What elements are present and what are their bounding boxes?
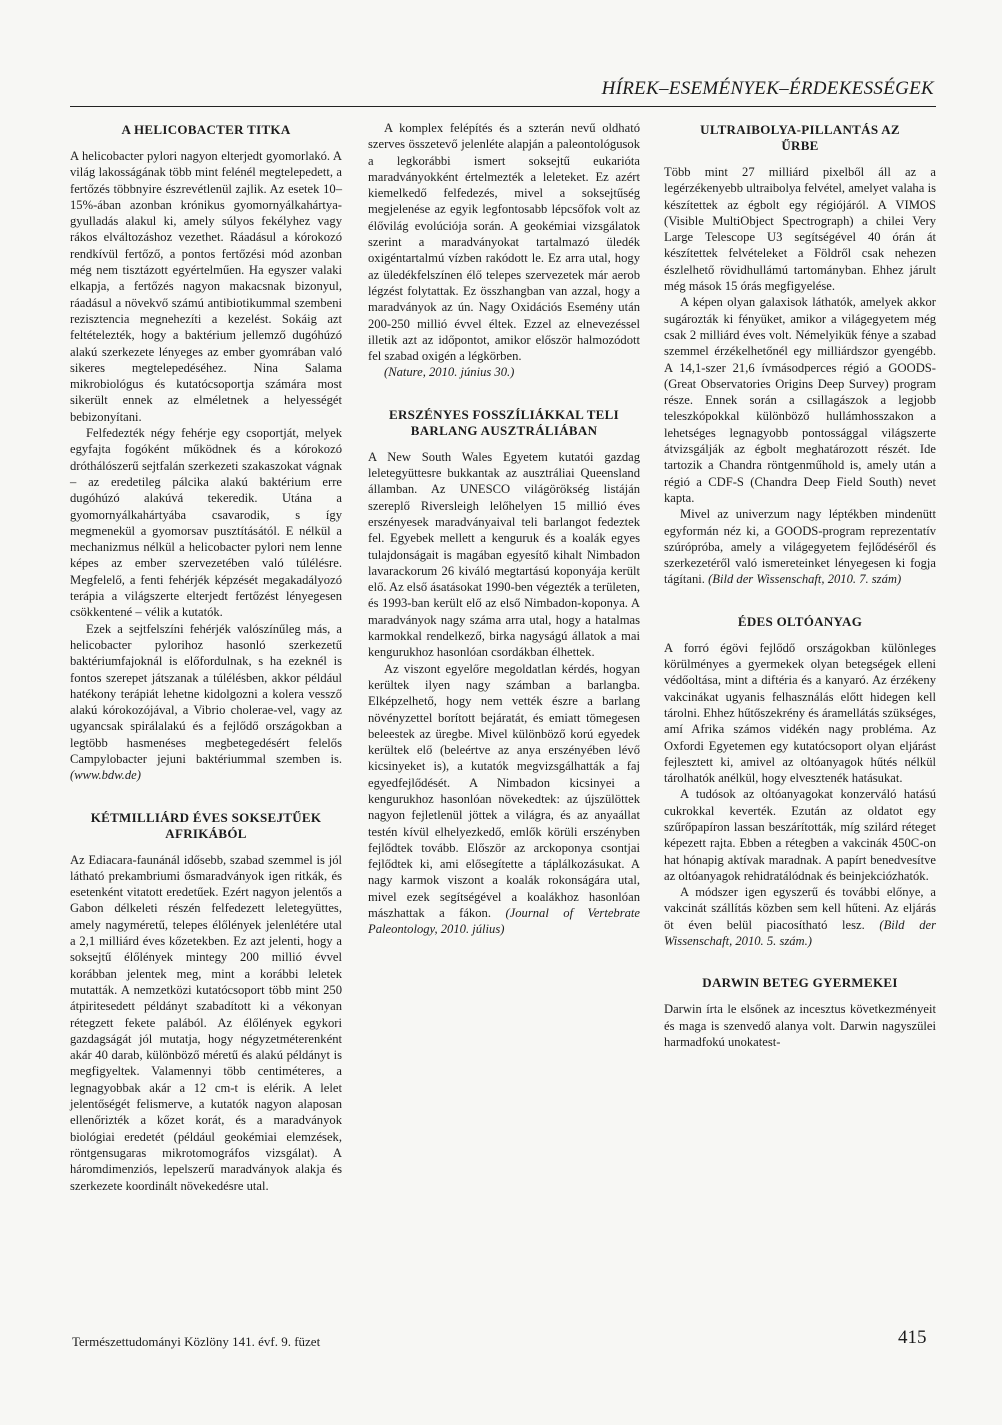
article-paragraph: Több mint 27 milliárd pixelből áll az a legérzékenyebb ultraibolya felvétel, amelyet valaha is készítettek az égbolt egy régiójáról. A VIMOS (Visible MultiObject Spectrograph) a chilei Very Large Telescope U3 segítségével 40 órán át készítettek felvételeket a Földről csak nehezen észlelhető rövidhullámú tartományban. Ehhez járult még mások 15 órás megfigyelése.: [664, 165, 936, 294]
article-title-darwin: DARWIN BETEG GYERMEKEI: [702, 975, 898, 991]
column-left: [70, 122, 342, 1194]
column-middle: [368, 120, 640, 938]
section-title: HÍREK–ESEMÉNYEK–ÉRDEKESSÉGEK: [601, 78, 934, 99]
page-number: 415: [898, 1327, 927, 1348]
article-title-erszenyes: ERSZÉNYES FOSSZÍLIÁKKAL TELI BARLANG AUSZTRÁLIÁBAN: [389, 406, 619, 438]
paragraph-text: A módszer igen egyszerű és további előnye, a vakcinát szállítás közben sem kell hűteni. Az eljárás öt éven belül piacosítható lesz.: [664, 885, 936, 932]
article-source: (Bild der Wissenschaft, 2010. 7. szám): [708, 572, 902, 587]
article-title-sokseju: KÉTMILLIÁRD ÉVES SOKSEJTŰEK AFRIKÁBÓL: [90, 809, 322, 841]
article-paragraph: [368, 661, 640, 938]
article-title-oltoanyag: ÉDES OLTÓANYAG: [737, 613, 863, 629]
article-paragraph: A forró égövi fejlődő országokban különleges körülményes a gyermekek olyan betegségek elleni védőoltása, mint a diftéria és a kanyaró. Az érzékeny vakcinákat ugyanis felhasználás előtt hidegen kell tárolni. Ehhez hűtőszekrény és áramellátás szükséges, amí Afrika számos vidékén nagy probléma. Az Oxfordi Egyetemen egy kutatócsoport olyan eljárást fejlesztett ki, amivel az oltóanyagok hűtés nélkül tárolhatók anélkül, hogy elvesztenék hatásukat.: [664, 640, 936, 786]
article-paragraph: A New South Wales Egyetem kutatói gazdag leletegyüttesre bukkantak az ausztráliai Queensland államban. Az UNESCO világörökség listáján szereplő Riversleigh lelőhelyen 15 millió éves erszényesek maradványaival teli barlangot fedeztek fel. Egyebek mellett a kenguruk és a koalák egyes tulajdonságait is magában egyesítő kihalt Nimbadon lavarackorum 26 kiváló megtartású koponyája került elő. Az első ásatásokat 1990-ben végezték a területen, és 1993-ban került elő az első Nimbadon-koponya. A maradványok nagy száma arra utal, hogy a hatalmas karmokkal rendelkező, birka nagyságú állatok a mai kengurukhoz hasonlóan csordákban élhettek.: [368, 449, 640, 660]
article-source: (Nature, 2010. június 30.): [384, 365, 515, 380]
article-paragraph: Felfedezték négy fehérje egy csoportját, melyek egyfajta fogóként működnek és a kórokozó dróthálószerű sejtfalán szerkezeti szakaszokat vágnak – az eredetileg pálcika alakú baktérium erre dugóhúzó alakúvá tekeredik. Utána a gyomornyálkahártyába csavarodik, s így megmenekül a gyomorsav pusztításától. E nélkül a mechanizmus nélkül a helicobacter pylori nem lenne képes az ember szervezetében való túlélésre. Megfelelő, a fenti fehérjék képzését megakadályozó terápia a világszerte elterjedt fertőzést lényegesen csökkentené – vélik a kutatók.: [70, 426, 342, 620]
article-paragraph: Az Ediacara-faunánál idősebb, szabad szemmel is jól látható prekambriumi ősmaradványok igen ritkák, és esetenként vitatott eredetűek. Ezért nagyon jelentős a Gabon délkeleti részén felfedezett leletegyüttes, amely nagyméretű, telepes élőlények jelenlétére utal a 2,1 milliárd éves kőzetekben. Ez azt jelenti, hogy a soksejtű élőlények mintegy 200 millió évvel korábban jelentek meg, mint a korábbi leletek mutatták. A nemzetközi kutatócsoport több mint 250 átpiritesedett példányt szabadított ki a vékonyan rétegzett fekete palából. Az élőlények egykori gazdagságát jól mutatja, hogy négyzetméterenként akár 40 darab, különböző méretű és alakú példányt is megfigyeltek. Valamennyi több centiméteres, a legnagyobbak akár a 12 cm-t is elérik. A lelet jelentőségét felismerve, a kutatók nagyon alaposan ellenőrizték a kőzet korát, és a maradványok biológiai eredetét (például geokémiai elemzések, röntgensugaras mikrotomográfos vizsgálat). A háromdimenziós, lepelszerű maradványok alakja és szerkezete koordinált növekedésre utal.: [70, 852, 342, 1193]
article-source: (Journal of Vertebrate Paleontology, 2010. július): [368, 906, 640, 937]
article-paragraph: [664, 884, 936, 949]
column-right: [664, 122, 936, 1050]
paragraph-text: Az viszont egyelőre megoldatlan kérdés, hogyan kerültek ilyen nagy számban a barlangba. Elképzelhető, hogy nem vették észre a barlang növényzettel borított bejáratát, és emiatt tömegesen beleestek az üregbe. Mivel különböző korú egyedek kerültek elő (beleértve az anya erszényében lévő kicsinyeket is), a kutatók megvizsgálhatták a faj egyedfejlődését. A Nimbadon kicsinyei a kengurukhoz hasonlóan növekedtek: az újszülöttek nagyon fejletlenül jöttek a világra, és az anyaállat testén kívül elhelyezkedő, emlők körüli erszényben fejlődtek tovább. Először az arckoponya csontjai fejlődtek ki, ami elősegítette a táplálkozásukat. A nagy karmok viszont a koalák rokonságára utal, mivel ezek segítségével a koalákhoz hasonlóan mászhattak a fákon.: [368, 661, 640, 921]
section-header: [70, 78, 936, 107]
article-paragraph: [664, 506, 936, 587]
article-paragraph: A helicobacter pylori nagyon elterjedt gyomorlakó. A világ lakosságának több mint felénél megtelepedett, a fertőzés többnyire észrevétlenül zajlik. Az esetek 10–15%-ában azonban krónikus gyomornyálkahártya-gyulladás alakul ki, amely súlyos fekélyhez vagy rákos elváltozáshoz vezethet. Ráadásul a kórokozó rendkívül fertőző, a pontos fertőzési mód azonban még nem tisztázott egyértelműen. Ha egyszer valaki elkapja, a fertőzés nagyon makacsnak bizonyul, ráadásul a növekvő számú antibiotikummal szembeni rezisztencia megnehezíti a kezelést. Sokáig azt feltételezték, hogy a baktérium jellemző dugóhúzó alakú szerkezete lényeges az ember gyomrában való sikeres megtelepedéséhez. Nina Salama mikrobiológus és kutatócsoportja számára most sikerült ennek az elméletnek a helyességét bebizonyítani.: [70, 149, 342, 424]
paragraph-text: Mivel az univerzum nagy léptékben mindenütt egyformán néz ki, a GOODS-program reprezentatív szúrópróba, amely a világegyetem fejlődéséről és szerkezetéről való ismereteinket lényegesen ki fogja tágítani.: [664, 507, 936, 587]
article-paragraph: Darwin írta le elsőnek az incesztus következményeit és maga is szenvedő alanya volt. Darwin nagyszülei harmadfokú unokatest-: [664, 1002, 936, 1049]
article-paragraph: [368, 364, 640, 380]
article-paragraph: A komplex felépítés és a szterán nevű oldható szerves összetevő jelenléte alapján a paleontológusok a legkorábbi ismert soksejtű eukarióta maradványokként értelmezték a leleteket. Ez azért kiemelkedő felfedezés, mivel a soksejtűség megjelenése az egyik legfontosabb lépcsőfok volt az élővilág evolúciója során. A geokémiai vizsgálatok szerint a maradványokat tartalmazó üledék oxigéntartalmú vízben rakódott le. Ez arra utal, hogy az üledékfelszínen élő telepes szervezetek már aerob légzést folytattak. Ez összhangban van azzal, hogy a maradványok az ún. Nagy Oxidációs Esemény után 200-250 millió évvel éltek. Ezzel az elnevezéssel illetik azt az időpontot, amikor először halmozódott fel szabad oxigén a légkörben.: [368, 121, 640, 364]
article-paragraph: A képen olyan galaxisok láthatók, amelyek akkor sugározták ki fényüket, amikor a világegyetem még csak 2 milliárd éves volt. Némelyikük fénye a szabad szemmel érzékelhetőnél egy milliárdszor gyengébb. A 14,1-szer 21,6 ívmásodperces régió a GOODS- (Great Observatories Origins Deep Survey) program része. Ennek során a csillagászok a legjobb teleszkópokkal különböző hullámhosszakon a lehetséges legnagyobb pontossággal világszerte átvizsgálják az égbolt meghatározott részét. Ide tartozik a Chandra röntgenműhold is, amely után a régió a CDF-S (Chandra Deep Field South) nevet kapta.: [664, 295, 936, 505]
article-paragraph: A tudósok az oltóanyagokat konzerváló hatású cukrokkal keverték. Ezután az oldatot egy szűrőpapíron lassan beszárították, míg szilárd réteget képezett rajta. Ebben a rétegben a vakcinák 450C-on hat hónapig aktívak maradnak. A papírt benedvesítve az oltóanyagok rehidratálódnak és beinjekciózhatók.: [664, 787, 936, 883]
article-title-ultraibolya: ULTRAIBOLYA-PILLANTÁS AZ ŰRBE: [700, 122, 900, 153]
article-source: (Bild der Wissenschaft, 2010. 5. szám.): [664, 917, 936, 949]
article-title-helicobacter: A HELICOBACTER TITKA: [121, 122, 291, 137]
article-paragraph: [70, 621, 342, 784]
article-source: (www.bdw.de): [70, 768, 141, 783]
journal-footer: Természettudományi Közlöny 141. évf. 9. füzet: [72, 1334, 321, 1349]
paragraph-text: Ezek a sejtfelszíni fehérjék valószínűleg más, a helicobacter pylorihoz hasonló szerkezetű baktériumfajoknál is előfordulnak, s ha ezeknél is fontos szerepet játszanak a túlélésben, akkor például hatékony terápiát lehetne kidolgozni a kolera vessző alakú kórokozójával, a Vibrio cholerae-vel, vagy az ugyancsak spirálalakú és a fejlődő országokban a legtöbb hasmenéses megbetegedésért felelős Campylobacter jejuni baktériummal szemben is.: [70, 621, 342, 766]
